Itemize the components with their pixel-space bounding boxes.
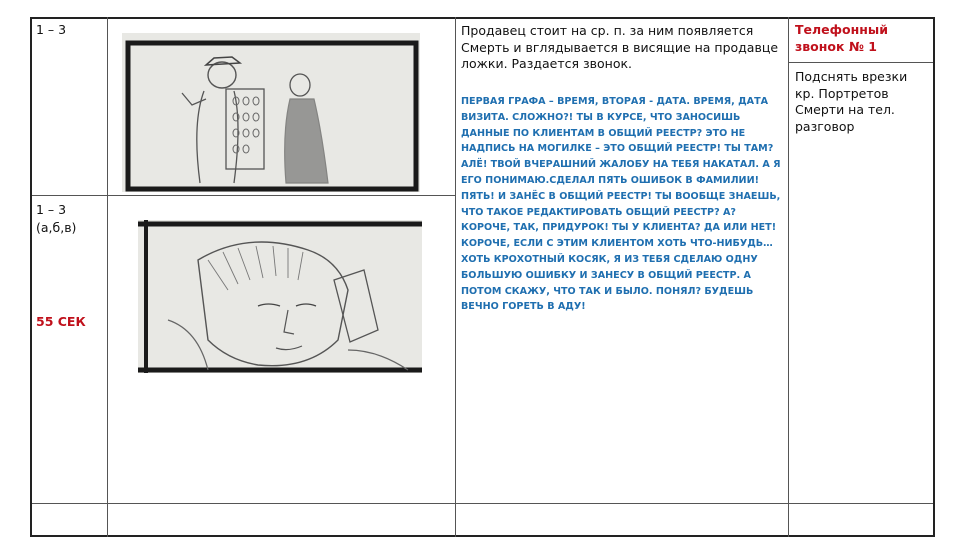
shot-subframes: (а,б,в) [36,220,77,235]
storyboard-sketch-seller-and-death-icon [122,33,420,192]
sound-cue-title: Телефонный звонок № 1 [795,22,888,54]
shot-number-1: 1 – 3 [36,22,67,37]
table-border-bottom [30,535,934,537]
column-divider [455,17,456,537]
production-note: Подснять врезки кр. Портретов Смерти на тел. разговор [795,69,908,134]
table-border-top [30,17,934,19]
shot-number-2: 1 – 3 [36,202,67,217]
row-divider [30,195,456,196]
scene-description: Продавец стоит на ср. п. за ним появляется Смерть и вглядывается в висящие на продавце ложки. Раздается звонок. [461,23,779,71]
shot-duration: 55 СЕК [36,314,86,329]
column-divider [107,17,108,537]
table-border-left [30,17,32,537]
column-divider [788,17,789,537]
row-divider [30,503,934,504]
table-border-right [933,17,935,537]
dialogue-text: ПЕРВАЯ ГРАФА – ВРЕМЯ, ВТОРАЯ - ДАТА. ВРЕМЯ, ДАТА ВИЗИТА. СЛОЖНО?! ТЫ В КУРСЕ, ЧТО ЗАНОСИШЬ ДАННЫЕ ПО КЛИЕНТАМ В ОБЩИЙ РЕЕСТР? ЭТО НЕ НАДПИСЬ НА МОГИЛКЕ – ЭТО ОБЩИЙ РЕЕСТР! ТЫ ТАМ? АЛЁ! ТВОЙ ВЧЕРАШНИЙ ЖАЛОБУ НА ТЕБЯ НАКАТАЛ. А Я ЕГО ПОНИМАЮ.СДЕЛАЛ ПЯТЬ ОШИБОК В ФАМИЛИИ! ПЯТЬ! И ЗАНЁС В ОБЩИЙ РЕЕСТР! ТЫ ВООБЩЕ ЗНАЕШЬ, ЧТО ТАКОЕ РЕДАКТИРОВАТЬ ОБЩИЙ РЕЕСТР? А? КОРОЧЕ, ТАК, ПРИДУРОК! ТЫ У КЛИЕНТА? ДА ИЛИ НЕТ! КОРОЧЕ, ЕСЛИ С ЭТИМ КЛИЕНТОМ ХОТЬ ЧТО-НИБУДЬ… ХОТЬ КРОХОТНЫЙ КОСЯК, Я ИЗ ТЕБЯ СДЕЛАЮ ОДНУ БОЛЬШУЮ ОШИБКУ И ЗАНЕСУ В ОБЩИЙ РЕЕСТР. А ПОТОМ СКАЖУ, ЧТО ТАК И БЫЛО. ПОНЯЛ? БУДЕШЬ ВЕЧНО ГОРЕТЬ В АДУ! [461,96,781,313]
row-divider [788,62,934,63]
storyboard-sketch-closeup-face-icon [138,220,422,373]
